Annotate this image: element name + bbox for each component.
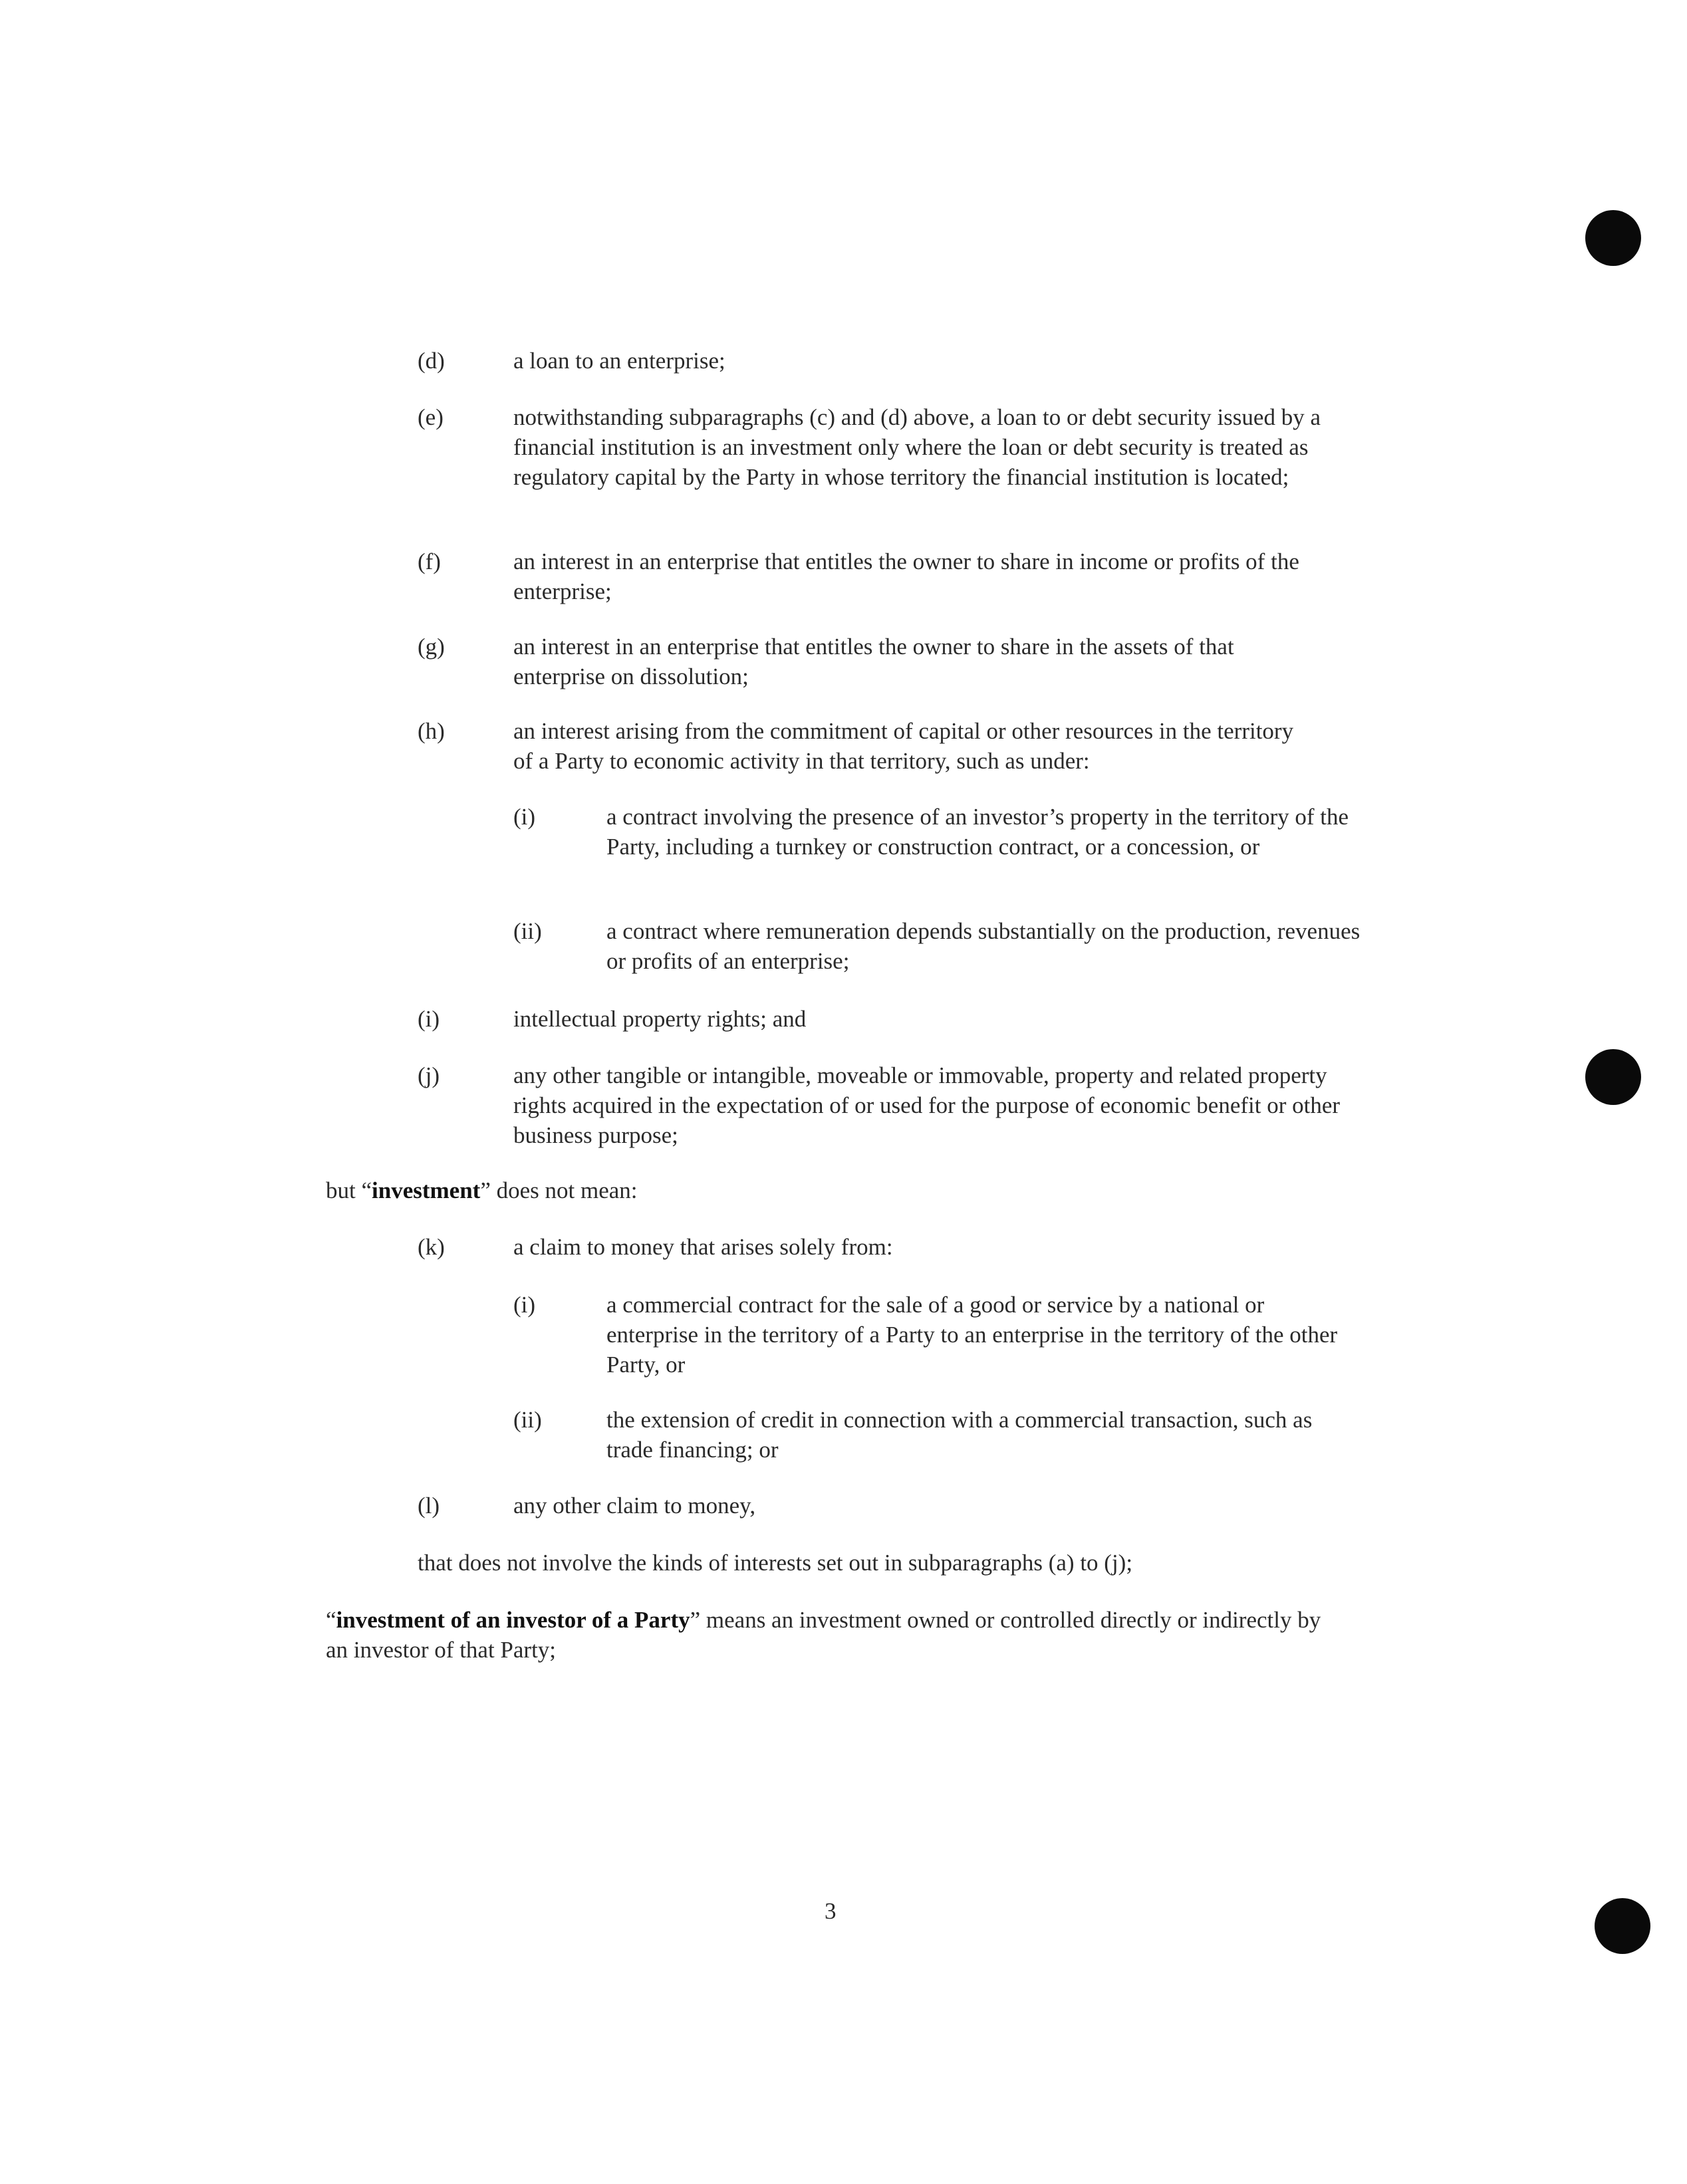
punch-hole-bottom — [1595, 1898, 1650, 1954]
item-text: the extension of credit in connection with a commercial transaction, such as trade financing; or — [606, 1407, 1313, 1463]
item-text: a commercial contract for the sale of a good or service by a national or enterprise in the territory of a Party to an enterprise in the territory of the other Party, or — [606, 1292, 1338, 1378]
item-text: a contract involving the presence of an investor’s property in the territory of the Party, including a turnkey or construction contract, or a concession, or — [606, 804, 1349, 860]
item-text: any other tangible or intangible, moveable or immovable, property and related property rights acquired in the expectation of or used for the purpose of economic benefit or other business purpose; — [513, 1062, 1341, 1148]
item-label: (g) — [418, 634, 445, 660]
exclusion-intro: but “investment” does not mean: — [326, 1177, 638, 1203]
item-label: (h) — [418, 718, 445, 744]
item-text: an interest in an enterprise that entitles the owner to share in the assets of that enterprise on dissolution; — [513, 634, 1234, 689]
closing-sentence: that does not involve the kinds of interests set out in subparagraphs (a) to (j); — [418, 1550, 1133, 1576]
page-number: 3 — [825, 1898, 837, 1924]
item-label: (j) — [418, 1062, 440, 1088]
defined-term: investment — [372, 1177, 481, 1203]
item-text: an interest in an enterprise that entitles the owner to share in income or profits of the enterprise; — [513, 548, 1299, 604]
item-label: (e) — [418, 404, 444, 430]
item-text: a claim to money that arises solely from: — [513, 1234, 893, 1260]
item-label: (k) — [418, 1234, 445, 1260]
defined-term: investment of an investor of a Party — [336, 1607, 690, 1633]
punch-hole-middle — [1585, 1049, 1641, 1105]
item-label: (i) — [513, 804, 536, 830]
item-text: notwithstanding subparagraphs (c) and (d) above, a loan to or debt security issued by a financial institution is an investment only where the loan or debt security is treated as regulatory capital by the Party in whose territory the financial institution is located; — [513, 404, 1321, 490]
item-label: (l) — [418, 1493, 440, 1518]
item-text: an interest arising from the commitment of capital or other resources in the territory of a Party to economic activity in that territory, such as under: — [513, 718, 1294, 774]
punch-hole-top — [1585, 210, 1641, 266]
item-label: (ii) — [513, 1407, 542, 1433]
item-text: intellectual property rights; and — [513, 1006, 807, 1032]
definition-paragraph: “investment of an investor of a Party” means an investment owned or controlled directly or indirectly by an investor of that Party; — [326, 1607, 1321, 1663]
item-label: (f) — [418, 548, 441, 574]
item-label: (ii) — [513, 918, 542, 944]
item-label: (i) — [418, 1006, 440, 1032]
item-label: (i) — [513, 1292, 536, 1318]
item-label: (d) — [418, 348, 445, 374]
item-text: a contract where remuneration depends substantially on the production, revenues or profits of an enterprise; — [606, 918, 1361, 974]
item-text: a loan to an enterprise; — [513, 348, 725, 374]
item-text: any other claim to money, — [513, 1493, 756, 1518]
